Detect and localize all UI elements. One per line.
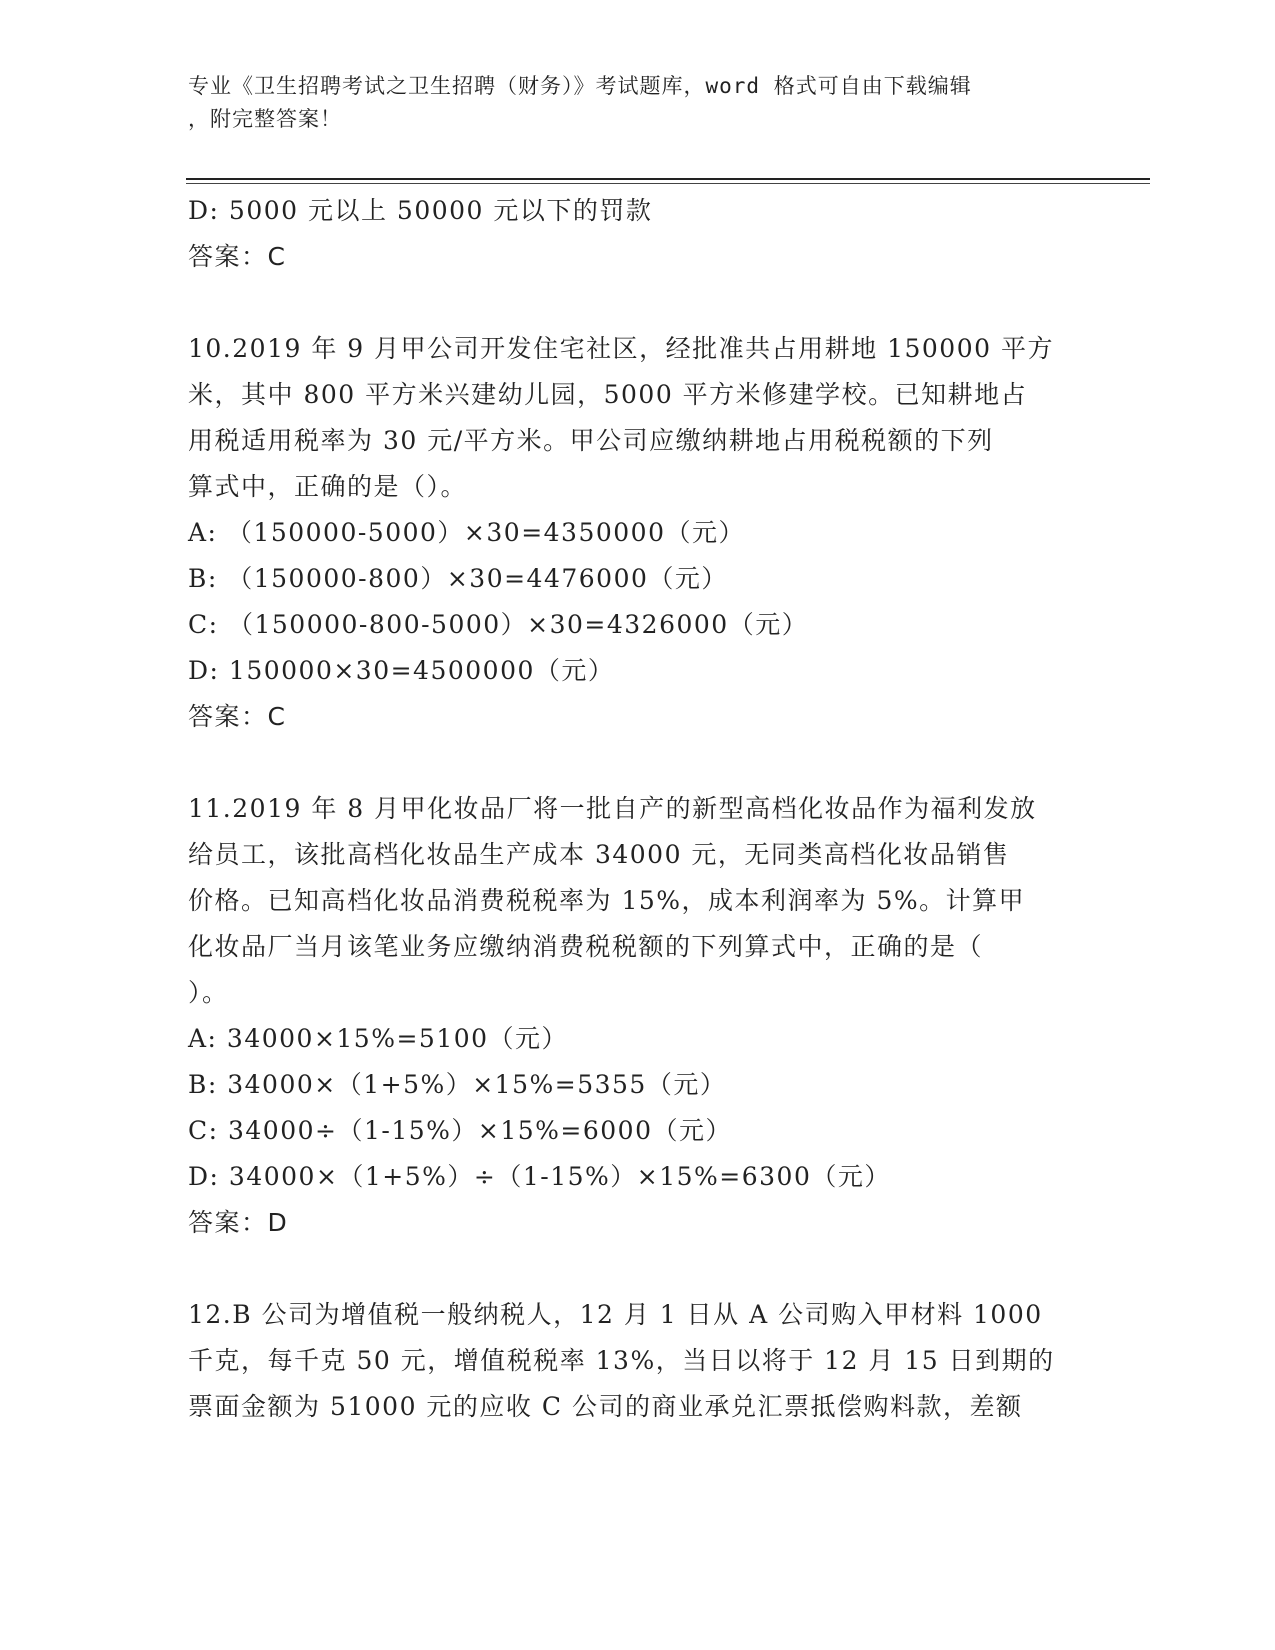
question-11-option-a: A: 34000×15%=5100（元）: [188, 1024, 569, 1053]
document-body: [188, 188, 1088, 1430]
question-12-stem-line: 票面金额为 51000 元的应收 C 公司的商业承兑汇票抵偿购料款，差额: [188, 1392, 1023, 1421]
header-divider-thick: [186, 178, 1150, 180]
question-9-option-d: D: 5000 元以上 50000 元以下的罚款: [188, 196, 653, 225]
question-11-option-d: D: 34000×（1+5%）÷（1-15%）×15%=6300（元）: [188, 1162, 891, 1191]
question-11-option-b: B: 34000×（1+5%）×15%=5355（元）: [188, 1070, 727, 1099]
question-10-stem-line: 米，其中 800 平方米兴建幼儿园，5000 平方米修建学校。已知耕地占: [188, 380, 1028, 409]
question-10-stem-line: 用税适用税率为 30 元/平方米。甲公司应缴纳耕地占用税税额的下列: [188, 426, 994, 455]
question-11-stem-line: 价格。已知高档化妆品消费税税率为 15%，成本利润率为 5%。计算甲: [188, 886, 1026, 915]
header-title-line-1: 专业《卫生招聘考试之卫生招聘（财务）》考试题库，word 格式可自由下载编辑: [188, 74, 972, 98]
spacer: [188, 740, 1088, 786]
question-10: [188, 326, 1088, 740]
question-10-stem-line: 10.2019 年 9 月甲公司开发住宅社区，经批准共占用耕地 150000 平方: [188, 334, 1054, 363]
question-12: [188, 1292, 1088, 1430]
question-11-stem-line: 化妆品厂当月该笔业务应缴纳消费税税额的下列算式中，正确的是（: [188, 932, 984, 961]
page-header: [188, 70, 1088, 136]
question-12-stem-line: 千克，每千克 50 元，增值税税率 13%，当日以将于 12 月 15 日到期的: [188, 1346, 1055, 1375]
question-11-answer: 答案：D: [188, 1208, 289, 1237]
question-11-stem-line: 11.2019 年 8 月甲化妆品厂将一批自产的新型高档化妆品作为福利发放: [188, 794, 1037, 823]
question-11-option-c: C: 34000÷（1-15%）×15%=6000（元）: [188, 1116, 732, 1145]
question-11: [188, 786, 1088, 1246]
spacer: [188, 1246, 1088, 1292]
spacer: [188, 280, 1088, 326]
question-10-answer: 答案：C: [188, 702, 287, 731]
question-10-option-b: B: （150000-800）×30=4476000（元）: [188, 564, 728, 593]
question-10-stem-line: 算式中，正确的是（）。: [188, 472, 468, 501]
question-9-tail: [188, 188, 1088, 280]
question-11-stem-line: ）。: [188, 978, 229, 1007]
header-divider-thin: [186, 183, 1150, 184]
header-title-line-2: ，附完整答案！: [188, 107, 342, 131]
question-10-option-c: C: （150000-800-5000）×30=4326000（元）: [188, 610, 809, 639]
question-10-option-a: A: （150000-5000）×30=4350000（元）: [188, 518, 745, 547]
question-10-option-d: D: 150000×30=4500000（元）: [188, 656, 615, 685]
question-11-stem-line: 给员工，该批高档化妆品生产成本 34000 元，无同类高档化妆品销售: [188, 840, 1010, 869]
question-9-answer: 答案：C: [188, 242, 287, 271]
question-12-stem-line: 12.B 公司为增值税一般纳税人，12 月 1 日从 A 公司购入甲材料 1000: [188, 1300, 1043, 1329]
